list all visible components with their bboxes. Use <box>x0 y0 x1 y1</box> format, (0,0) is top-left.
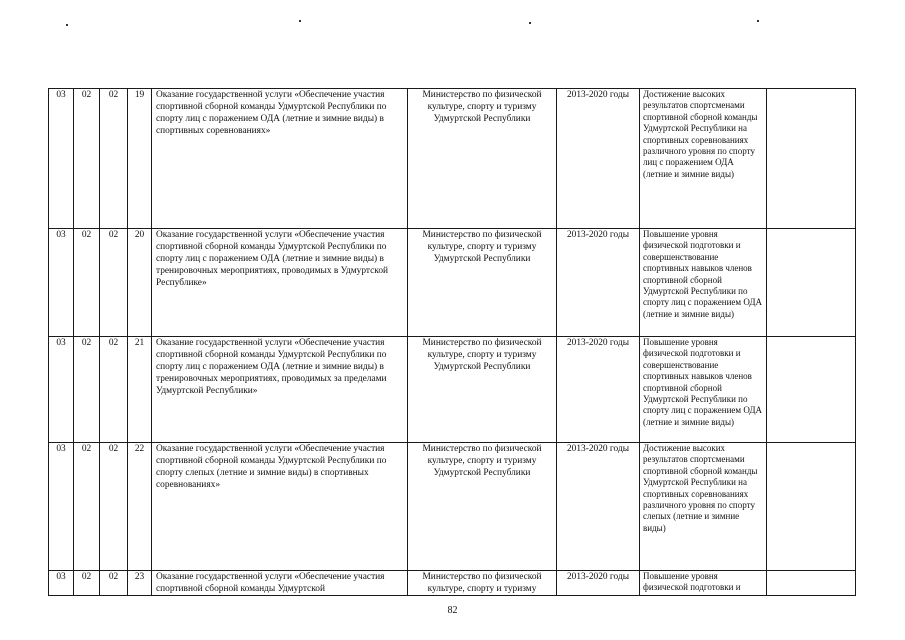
code-cell: 03 <box>49 229 74 337</box>
code-cell: 02 <box>100 229 128 337</box>
code-cell: 23 <box>128 571 152 596</box>
code-cell: 03 <box>49 443 74 571</box>
code-cell: 02 <box>74 337 100 443</box>
responsible-cell: Министерство по физической культуре, спорту и туризму Удмуртской Республики <box>408 89 557 229</box>
table-row <box>49 229 856 337</box>
responsible-cell: Министерство по физической культуре, спорту и туризму Удмуртской Республики <box>408 337 557 443</box>
activity-name-cell: Оказание государственной услуги «Обеспечение участия спортивной сборной команды Удмуртской Республики по спорту слепых (летние и зимние виды) в спортивных соревнованиях» <box>152 443 408 571</box>
code-cell: 02 <box>74 443 100 571</box>
code-cell: 02 <box>100 443 128 571</box>
period-cell: 2013-2020 годы <box>557 571 640 596</box>
extra-cell <box>767 229 856 337</box>
expected-result-cell: Повышение уровня физической подготовки и совершенствование спортивных навыков членов спортивной сборной Удмуртской Республики по спорту лиц с поражением ОДА (летние и зимние виды) <box>640 337 767 443</box>
activity-name-cell: Оказание государственной услуги «Обеспечение участия спортивной сборной команды Удмуртской Республики по спорту лиц с поражением ОДА (летние и зимние виды) в тренировочных мероприятиях, проводимых за пределами Удмуртской Республики» <box>152 337 408 443</box>
code-cell: 02 <box>100 571 128 596</box>
period-cell: 2013-2020 годы <box>557 337 640 443</box>
extra-cell <box>767 337 856 443</box>
period-cell: 2013-2020 годы <box>557 443 640 571</box>
responsible-cell: Министерство по физической культуре, спорту и туризму <box>408 571 557 596</box>
table-row <box>49 337 856 443</box>
table-row <box>49 89 856 229</box>
scan-speck <box>66 24 68 26</box>
code-cell: 22 <box>128 443 152 571</box>
scan-speck <box>299 20 301 22</box>
code-cell: 03 <box>49 571 74 596</box>
activity-name-cell: Оказание государственной услуги «Обеспечение участия спортивной сборной команды Удмуртской Республики по спорту лиц с поражением ОДА (летние и зимние виды) в тренировочных мероприятиях, проводимых в Удмуртской Республике» <box>152 229 408 337</box>
activity-name-cell: Оказание государственной услуги «Обеспечение участия спортивной сборной команды Удмуртской Республики по спорту лиц с поражением ОДА (летние и зимние виды) в спортивных соревнованиях» <box>152 89 408 229</box>
table-row <box>49 571 856 596</box>
table-row <box>49 443 856 571</box>
extra-cell <box>767 443 856 571</box>
code-cell: 02 <box>74 571 100 596</box>
expected-result-cell: Достижение высоких результатов спортсменами спортивной сборной команды Удмуртской Республики на спортивных соревнованиях различного уровня по спорту лиц с поражением ОДА (летние и зимние виды) <box>640 89 767 229</box>
code-cell: 02 <box>74 229 100 337</box>
code-cell: 02 <box>100 89 128 229</box>
expected-result-cell: Повышение уровня физической подготовки и <box>640 571 767 596</box>
code-cell: 02 <box>74 89 100 229</box>
responsible-cell: Министерство по физической культуре, спорту и туризму Удмуртской Республики <box>408 443 557 571</box>
page-number: 82 <box>447 605 458 616</box>
scan-speck <box>757 20 759 22</box>
period-cell: 2013-2020 годы <box>557 89 640 229</box>
extra-cell <box>767 89 856 229</box>
code-cell: 03 <box>49 89 74 229</box>
code-cell: 02 <box>100 337 128 443</box>
expected-result-cell: Достижение высоких результатов спортсменами спортивной сборной команды Удмуртской Республики на спортивных соревнованиях различного уровня по спорту слепых (летние и зимние виды) <box>640 443 767 571</box>
code-cell: 03 <box>49 337 74 443</box>
code-cell: 20 <box>128 229 152 337</box>
program-activities-table <box>48 88 856 596</box>
code-cell: 19 <box>128 89 152 229</box>
scan-speck <box>529 22 531 24</box>
code-cell: 21 <box>128 337 152 443</box>
activity-name-cell: Оказание государственной услуги «Обеспечение участия спортивной сборной команды Удмуртской <box>152 571 408 596</box>
expected-result-cell: Повышение уровня физической подготовки и совершенствование спортивных навыков членов спортивной сборной Удмуртской Республики по спорту лиц с поражением ОДА (летние и зимние виды) <box>640 229 767 337</box>
extra-cell <box>767 571 856 596</box>
period-cell: 2013-2020 годы <box>557 229 640 337</box>
responsible-cell: Министерство по физической культуре, спорту и туризму Удмуртской Республики <box>408 229 557 337</box>
